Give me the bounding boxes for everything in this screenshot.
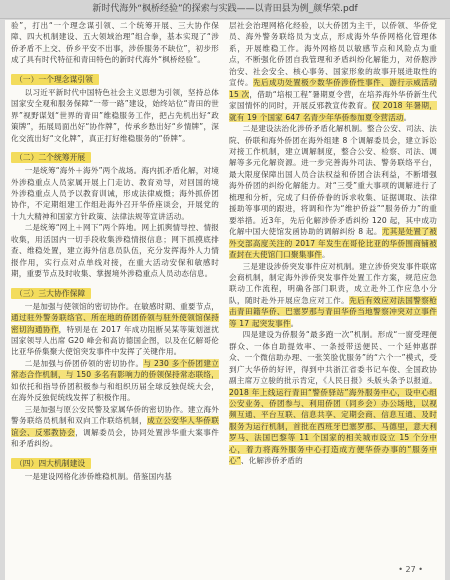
paragraph: 验”，打出“一个理念谋引领、二个统筹开展、三大协作保障、四大机制建设、五大领域治理”组合拳，基本实现了“涉侨矛盾不上交、侨乡平安不出事，涉侨服务不缺位”，初步形成了具有时代特征和青田特色的新时代海外“枫桥经验”。 [11,21,219,65]
text-run: 四是建设为侨服务“最多跑一次”机制。形成“一窗受理便群众、一体自助提效率、一条授带送便民、一个延伸惠群众、一个微信助办理、一张笑脸优服务”的“六个一”模式，受到广大华侨的好评，得到中共浙江省委书记车俊、全国政协副主席万立骏的批示肯定，《人民日报》头版头条予以报道。 [229,330,437,386]
paragraph [11,358,219,404]
section-heading: （二）二个统筹开展 [11,152,91,163]
text-run: 二是建设法治化涉侨矛盾化解机制。整合公安、司法、法院、侨联和海外侨团在海外组建 8 个调解委员会，建立诉讼对接工作机制，建立调解制度，整合公安、检察、司法、调解等多元化解资源。进一步完善海外司法、警务联络平台，最大限度保障出国人员合法权益和侨团合法利益，不断增强海外侨团的纠纷化解能力。对“三受”重大事项的调解进行了梳理和分析，完成了归侨侨眷的诉求收集、证据调取、法律援助等事项的跟进，将调和作为“维护侨益”“服务侨力”的重要举措。近3年，先后化解涉侨矛盾纠纷 120 起，其中成功化解中国大使馆发函协助的调解纠纷 8 起。 [229,124,437,237]
text-run: 三是建设涉侨突发事件应对机制。建立涉侨突发事件联席会商机制，制定海外涉侨突发事件处置工作方案，规范应急联动工作流程，明确各部门职责，成立赴外工作应急小分队，随时赴外开展应急应对工作。 [229,261,437,305]
text-run: 、化解涉侨矛盾的 [240,456,303,466]
right-column [229,20,437,467]
highlighted-text: 仅 2018 年暑期，就有 19 个国家 647 名青少年华侨参加夏令营活动 [229,101,438,122]
paragraph [229,20,437,123]
paragraph: 以习近平新时代中国特色社会主义思想为引领，坚持总体国家安全观和服务保障“一带一路”建设，始终站位“青田的世界”视野谋划“世界的青田”维稳服务工作，把占先机出好“政策牌”，拓展局面出好“协作牌”，传承乡愁出好“乡情牌”，深化交流出好“文化牌”，真正打好维稳服务的“侨牌”。 [11,87,219,143]
text-run: 一是加强与使领馆的密切协作。在敏感时期、重要节点， [24,301,219,311]
left-column [11,20,219,482]
text-run: ，借助“培根工程”暑期夏令营，在培养海外华侨新生代家国情怀的同时，开展反邪教宣传教育。 [229,89,437,111]
highlighted-text: 2018 年上线运行青田“警侨驿站”海外服务中心，设中心组公安业务、侨团参与、利用侨团（同乡会）办公场地，以视频互通、平台互联、信息共享、定期会商、信息互通、及时服务为运行机制，首批在西班牙巴塞罗那、马德里，意大利罗马、法国巴黎等 11 个国家的相关城市设立 15 个分中心，着力将海外服务中心打造成方便华侨办事的“服务中心” [229,387,437,466]
document-page [5,20,445,580]
text-run: 。 [290,318,299,328]
text-run: ，特别是在 2017 年成功阻断吴某等策划滋扰国家领导人出席 G20 峰会和高访德国企图，以及在亿解哥伦比亚华侨集聚大使馆突发事件中发挥了关键作用。 [11,324,219,357]
section-heading: （三）三大协作保障 [11,288,91,299]
highlighted-text: 尤其是处置了被外交部高度关注的 2017 年发生在哥伦比亚的华侨围商铺被查封在大使馆门口聚集事件 [229,227,437,260]
paragraph: 一是建设网格化涉侨维稳机制。借鉴国内基 [24,471,172,481]
paragraph [11,404,219,450]
paragraph [229,123,437,260]
section-heading: （一）一个理念谋引领 [11,74,99,85]
paragraph [229,329,437,466]
highlighted-text: 与 230 多个侨团建立常态合作机制，与 150 多名有影响力的侨领保持常态联络， [11,358,219,380]
paragraph [11,301,219,358]
highlighted-text: 先后成功处置极少数华侨涉侨性事件、游行示威活动 15 次 [229,78,437,99]
highlighted-text: 成立公安华人华侨联谊会、反邪教协会 [11,416,219,437]
text-run: 。 [403,112,412,122]
window-title: 新时代海外“枫桥经验”的探索与实践——以青田县为例_颜华荣.pdf [0,0,450,19]
text-run: 如依托和指导侨团积极参与和组织历届全球反独促统大会，在海外反独促统线发挥了积极作用。 [11,381,219,403]
text-run: 三是加强与原公安民警及家属华侨的密切协作。建立海外警务联络员机制和双向工作联络机制， [11,404,219,426]
paragraph: 二是统筹“网上＋网下”两个阵地。网上抓舆情导控、情报收集，用活国内一切手段收集涉稳情报信息；网下抓摸底排查、维稳处置，建立海外信息员队伍，充分发挥海外人力情报作用，实行点对点单线对接，在重大活动安保和敏感时期，重要节点及时收集、掌握境外涉稳重点人员动态信息。 [11,223,219,279]
highlighted-text: 通过驻外警务联络官、所在地的侨团侨领与驻外使领馆保持密切沟通协作 [11,313,219,334]
text-run: 二是加强与侨团侨领的密切协作。 [24,358,144,368]
text-run: 。 [321,250,330,260]
page-number: • 27 • [398,565,423,574]
paragraph: 一是统筹“海外＋海外”两个战场。海内抓矛盾化解，对境外涉稳重点人员家属开展上门走访、教育劝导，对回国的境外涉稳重点人员予以教育训诫，形成法律威慑；海外抓侨团协作，不定期组建工作组赴海外召开华侨座谈会，开展党的十九大精神和国家方针政策、法律法规等宣讲活动。 [11,166,219,221]
text-run: 层社会治理网格化经验，以大侨团为主干，以侨领、华侨党员、海外警务联络员为支点，形成海外华侨网格化管理体系，开展维稳工作。海外网格员以敏感节点和风险点为重点，不断强化侨团自我管理和矛盾纠纷化解能力，对侨胞涉治安、社会安全、核心事务、国家形象的故事开展进取性的宣传。 [229,21,437,88]
paragraph [229,261,437,330]
section-heading: （四）四大机制建设 [11,458,91,469]
text-run: ，调解委员会，协同处置涉华重大案事件和矛盾纠纷。 [11,427,220,449]
highlighted-text: 先后有效应对法国警察枪击青田籍华侨、巴塞罗那与青田华侨当地警察冲突对立事件等 17 起突发事件 [229,295,438,328]
